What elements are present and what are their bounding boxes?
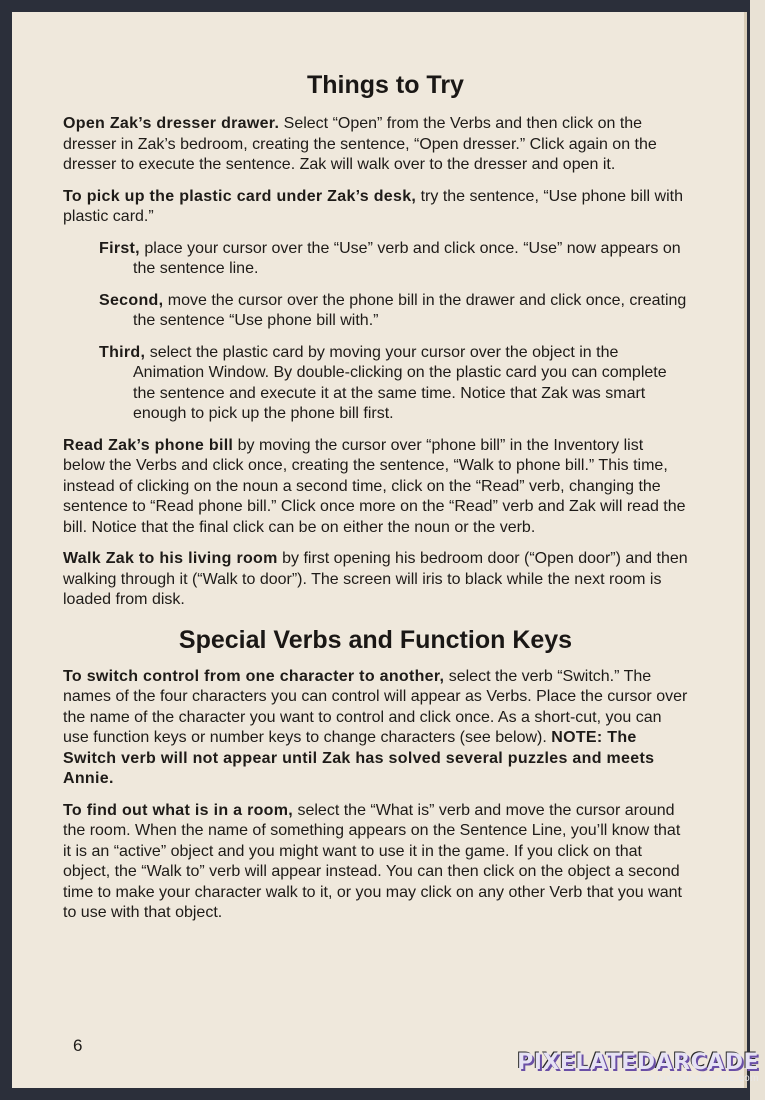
note-switch: NOTE: The Switch verb will not appear until Zak has solved several puzzles and meets Annie. xyxy=(63,729,655,787)
paragraph-what-is xyxy=(63,801,688,924)
step-third xyxy=(63,343,688,425)
lead-switch-control: To switch control from one character to another, xyxy=(63,667,445,685)
page-content xyxy=(63,70,688,935)
watermark-brand: PIXELATEDARCADE xyxy=(517,1050,759,1075)
lead-open-dresser: Open Zak’s dresser drawer. xyxy=(63,115,280,132)
text-switch-control: select the verb “Switch.” The names of the four characters you can control will appear as Verbs. Place the cursor over the name of the character you want to control and click once. As a short-cut, you can use function keys or number keys to change characters (see below). xyxy=(63,667,688,746)
paragraph-pick-up-card xyxy=(63,187,688,228)
lead-pick-up-card: To pick up the plastic card under Zak’s desk, xyxy=(63,187,417,205)
text-read-bill: by moving the cursor over “phone bill” in the Inventory list below the Verbs and click once, creating the sentence, “Walk to phone bill.” This time, instead of clicking on the noun a second time, click on the “Read” verb, changing the sentence to “Read phone bill.” Click once more on the “Read” verb and Zak will read the bill. Notice that the final click can be on either the noun or the verb. xyxy=(63,436,686,536)
page-spine xyxy=(750,0,765,1100)
lead-walk-living-room: Walk Zak to his living room xyxy=(63,550,278,567)
watermark xyxy=(517,1050,759,1084)
paragraph-read-bill xyxy=(63,436,688,539)
lead-third: Third, xyxy=(99,343,146,361)
text-open-dresser: Select “Open” from the Verbs and then click on the dresser in Zak’s bedroom, creating the sentence, “Open dresser.” Click again on the dresser to execute the sentence. Zak will walk over to the dresser and open it. xyxy=(63,115,657,173)
heading-things-to-try: Things to Try xyxy=(307,71,464,99)
step-first xyxy=(63,239,688,280)
step-second xyxy=(63,291,688,332)
page-number: 6 xyxy=(73,1036,83,1055)
paragraph-walk-living-room xyxy=(63,549,688,611)
text-pick-up-card: try the sentence, “Use phone bill with plastic card.” xyxy=(63,187,683,225)
lead-read-bill: Read Zak’s phone bill xyxy=(63,436,234,454)
text-second: move the cursor over the phone bill in the drawer and click once, creating the sentence “Use phone bill with.” xyxy=(133,291,687,329)
text-third: select the plastic card by moving your cursor over the object in the Animation Window. By double-clicking on the plastic card you can complete the sentence and execute it at the same time. Notice that Zak was smart enough to pick up the phone bill first. xyxy=(133,343,667,422)
lead-first: First, xyxy=(99,239,140,257)
lead-what-is: To find out what is in a room, xyxy=(63,801,294,819)
paragraph-open-dresser xyxy=(63,114,688,176)
lead-second: Second, xyxy=(99,291,164,309)
text-what-is: select the “What is” verb and move the cursor around the room. When the name of something appears on the Sentence Line, you’ll know that it is an “active” object and you might want to use it in the game. If you click on that object, the “Walk to” verb will appear instead. You can then click on the object a second time to make your character walk to it, or you may click on any other Verb that you want to use with that object. xyxy=(63,801,682,921)
text-walk-living-room: by first opening his bedroom door (“Open door”) and then walking through it (“Walk to door”). The screen will iris to black while the next room is loaded from disk. xyxy=(63,550,688,608)
text-first: place your cursor over the “Use” verb and click once. “Use” now appears on the sentence line. xyxy=(133,239,681,277)
heading-special-verbs: Special Verbs and Function Keys xyxy=(178,625,573,654)
paragraph-switch-control xyxy=(63,667,688,790)
watermark-url: www.pixelatedarcade.com xyxy=(631,1073,759,1084)
